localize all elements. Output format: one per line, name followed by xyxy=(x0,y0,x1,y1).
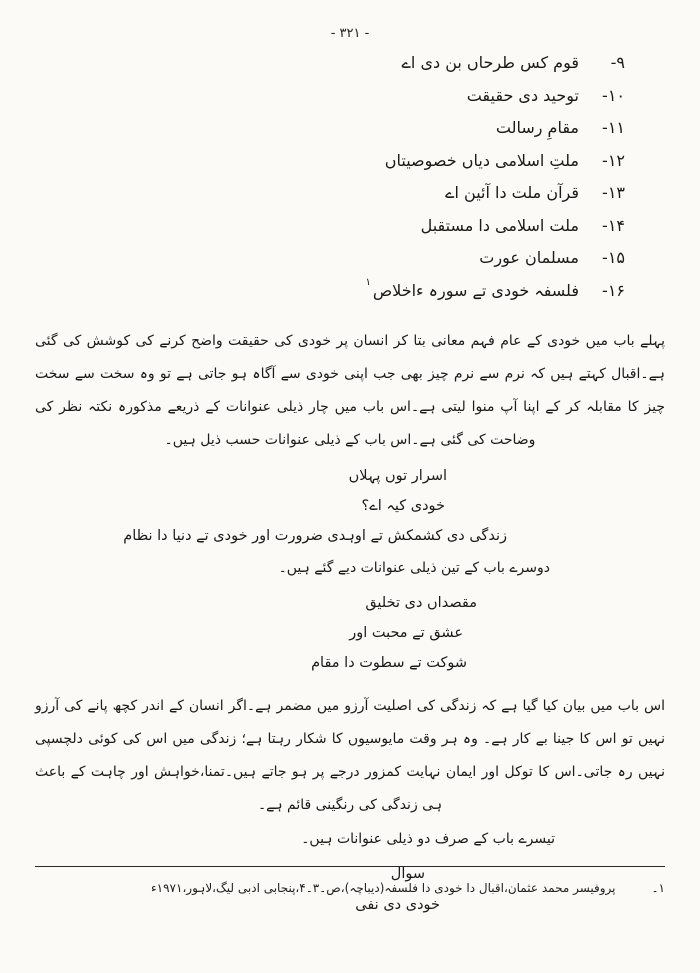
list-item-text: قوم کس طرحاں بن دی اے xyxy=(401,53,579,72)
list-item-number: ۱۲- xyxy=(602,150,625,170)
list-item-number: ۱۶- xyxy=(602,280,625,300)
chapter2-subheadings xyxy=(35,588,665,678)
list-item xyxy=(35,248,625,281)
list-item xyxy=(35,53,625,86)
subheading: مقصداں دی تخلیق xyxy=(365,595,477,611)
subheading: خودی دی نفی xyxy=(355,897,440,913)
list-item-text: مسلمان عورت xyxy=(479,248,579,267)
list-item-number: ۱۰- xyxy=(602,85,625,105)
footnote-section xyxy=(35,866,665,895)
footnote-divider xyxy=(35,866,665,867)
chapter1-subheadings xyxy=(35,461,665,551)
chapter3-intro: تیسرے باب کے صرف دو ذیلی عنوانات ہیں۔ xyxy=(301,831,555,847)
subheading: شوکت تے سطوت دا مقام xyxy=(311,655,467,671)
subheading: زندگی دی کشمکش تے اوہدی ضرورت اور خودی تے دنیا دا نظام xyxy=(123,528,507,544)
paragraph-chapter1: پہلے باب میں خودی کے عام فہم معانی بتا کر انسان پر خودی کی حقیقت واضح کرنے کی کوشش کی گئی ہے۔اقبال کہتے ہیں کہ نرم سے نرم چیز بھی جب اپنی خودی سے آگاہ ہو جاتی ہے تو وہ سخت سے سخت چیز کا مقابلہ کر کے اپنا آپ منوا لیتی ہے۔اس باب میں چار ذیلی عنوانات کے ذریعے مذکورہ نکتہ نظر کی وضاحت کی گئی ہے۔اس باب کے ذیلی عنوانات حسب ذیل ہیں۔ xyxy=(35,333,665,448)
footnote xyxy=(35,881,665,895)
list-item-number: ۱۳- xyxy=(602,183,625,202)
paragraph-chapter2: اس باب میں بیان کیا گیا ہے کہ زندگی کی اصلیت آرزو میں مضمر ہے۔اگر انسان کے اندر کچھ پانے کی آرزو نہیں تو اس کا جینا بے کار ہے۔ وہ ہر وقت مایوسیوں کا شکار رہتا ہے؛ زندگی میں اس کی کوئی دلچسپی نہیں رہ جاتی۔اس کا توکل اور ایمان نہایت کمزور درجے پر ہو جاتے ہیں۔تمنا،خواہش اور چاہت کے باعث ہی زندگی کی رنگینی قائم ہے۔ xyxy=(35,698,665,813)
list-item xyxy=(35,183,625,216)
list-item xyxy=(35,86,625,119)
list-item-text: توحید دی حقیقت xyxy=(466,85,579,105)
list-item-text: ملتِ اسلامی دیاں خصوصیتاں xyxy=(384,150,579,170)
list-item-number: ۹- xyxy=(610,53,625,72)
chapter2-intro: دوسرے باب کے تین ذیلی عنوانات دیے گئے ہیں۔ xyxy=(278,560,550,576)
page-number: - ۳۲۱ - xyxy=(330,26,370,41)
footnote-marker: ۱۔ xyxy=(651,881,665,895)
subheading: عشق تے محبت اور xyxy=(349,625,463,641)
list-item-text: قرآن ملت دا آئین اے xyxy=(445,183,579,202)
list-item-number: ۱۴- xyxy=(602,215,625,235)
chapter-subheading-list xyxy=(35,53,665,313)
list-item-number: ۱۵- xyxy=(602,248,625,267)
footnote-reference-mark: ۱ xyxy=(365,277,371,289)
subheading: سوال xyxy=(390,866,425,882)
list-item-number: ۱۱- xyxy=(602,118,625,137)
footnote-text: پروفیسر محمد عثمان،اقبال دا خودی دا فلسفہ(دیباچہ)،ص۔۳۔۴،پنجابی ادبی لیگ،لاہور،۱۹۷۱ء xyxy=(151,881,616,895)
list-item-text-inner: فلسفہ خودی تے سورہ ءاخلاص xyxy=(372,280,579,300)
list-item-text xyxy=(365,277,579,300)
subheading: اسرار توں پہلاں xyxy=(348,468,447,484)
subheading: خودی کیہ اے؟ xyxy=(361,498,445,514)
list-item xyxy=(35,151,625,184)
list-item-text: مقامِ رسالت xyxy=(495,118,579,137)
list-item xyxy=(35,277,625,314)
list-item xyxy=(35,118,625,151)
page-content xyxy=(35,53,665,921)
list-item-text: ملت اسلامی دا مستقبل xyxy=(420,215,579,235)
list-item xyxy=(35,216,625,249)
